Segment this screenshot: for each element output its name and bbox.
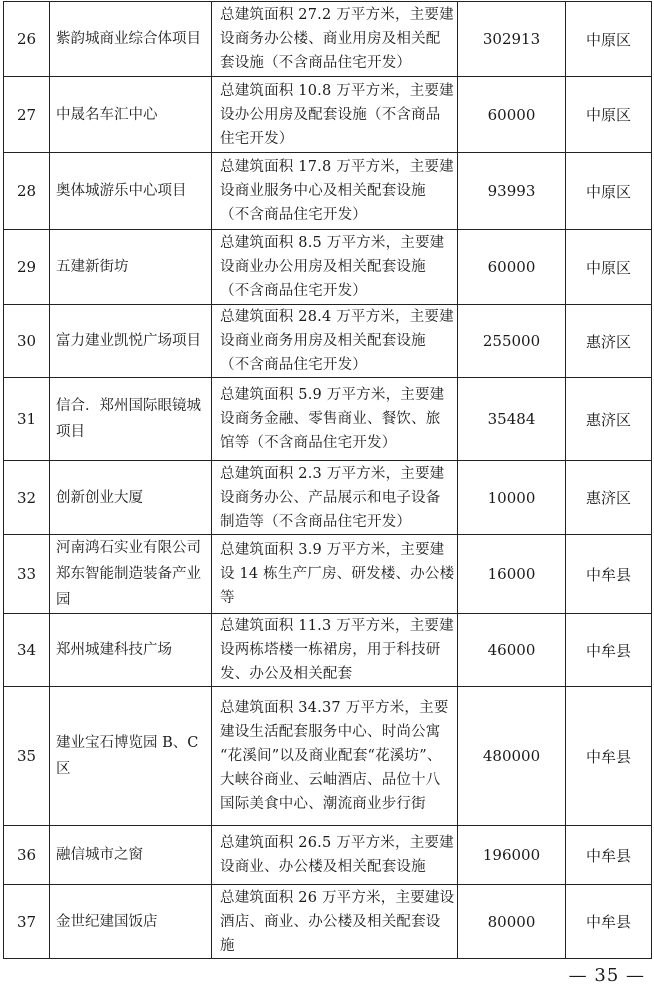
description-line: （不含商品住宅开发） <box>220 357 367 373</box>
district: 惠济区 <box>566 461 652 535</box>
investment-amount: 93993 <box>458 153 566 230</box>
district: 中原区 <box>566 77 652 153</box>
description-line: 总建筑面积 10.8 万平方米，主要建 <box>220 82 454 99</box>
project-name-line: 建业宝石博览园 B、C <box>56 735 199 751</box>
district: 中原区 <box>566 230 652 305</box>
row-number: 31 <box>4 378 50 461</box>
table-row <box>4 614 652 687</box>
description-line: 设 14 栋生产厂房、研发楼、办公楼 <box>220 566 455 582</box>
project-description <box>212 461 458 535</box>
project-name-line: 郑州城建科技广场 <box>56 642 172 658</box>
description-line: 套设施（不含商品住宅开发） <box>220 55 412 71</box>
description-line: 总建筑面积 5.9 万平方米，主要建 <box>220 387 445 403</box>
district: 中原区 <box>566 153 652 230</box>
description-line: 总建筑面积 11.3 万平方米，主要建 <box>220 618 454 634</box>
investment-amount: 60000 <box>458 230 566 305</box>
investment-amount: 46000 <box>458 614 566 687</box>
project-name-line: 五建新街坊 <box>56 259 129 275</box>
project-name-line: 中晟名车汇中心 <box>56 106 158 123</box>
project-name-line: 紫韵城商业综合体项目 <box>56 31 201 47</box>
page-number: — 35 — <box>568 965 645 986</box>
table-row <box>4 826 652 885</box>
project-name <box>50 885 212 959</box>
row-number: 33 <box>4 535 50 614</box>
row-number: 26 <box>4 2 50 77</box>
row-number: 37 <box>4 885 50 959</box>
project-name-line: 河南鸿石实业有限公司 <box>56 540 201 556</box>
district: 惠济区 <box>566 378 652 461</box>
description-line: 总建筑面积 26 万平方米，主要建设 <box>220 889 455 906</box>
table-row <box>4 535 652 614</box>
investment-amount: 80000 <box>458 885 566 959</box>
description-line: 总建筑面积 2.3 万平方米，主要建 <box>220 465 445 482</box>
project-description <box>212 687 458 826</box>
row-number: 29 <box>4 230 50 305</box>
table-row <box>4 2 652 77</box>
row-number: 34 <box>4 614 50 687</box>
investment-amount: 255000 <box>458 305 566 378</box>
project-name <box>50 230 212 305</box>
table-row <box>4 378 652 461</box>
project-name-line: 奥体城游乐中心项目 <box>56 183 187 199</box>
table-row <box>4 77 652 153</box>
investment-amount: 302913 <box>458 2 566 77</box>
description-line: 总建筑面积 8.5 万平方米，主要建 <box>220 235 445 251</box>
description-line: 发、办公及相关配套 <box>220 666 353 682</box>
row-number: 30 <box>4 305 50 378</box>
investment-amount: 35484 <box>458 378 566 461</box>
description-line: 施 <box>220 937 235 954</box>
description-line: 总建筑面积 26.5 万平方米，主要建 <box>220 835 454 851</box>
row-number: 32 <box>4 461 50 535</box>
project-name <box>50 826 212 885</box>
district: 中原区 <box>566 2 652 77</box>
description-line: “花溪间”以及商业配套“花溪坊”、 <box>220 748 442 764</box>
project-name-line: 郑东智能制造装备产业 <box>56 566 201 582</box>
district: 中牟县 <box>566 535 652 614</box>
description-line: 设商业办公用房及相关配套设施 <box>220 259 426 275</box>
description-line: 设办公用房及配套设施（不含商品 <box>220 106 441 123</box>
description-line: 设商务金融、零售商业、餐饮、旅 <box>220 411 441 427</box>
project-description <box>212 826 458 885</box>
description-line: 国际美食中心、潮流商业步行街 <box>220 796 426 812</box>
description-line: 总建筑面积 34.37 万平方米，主要 <box>220 700 449 716</box>
investment-amount: 16000 <box>458 535 566 614</box>
district: 中牟县 <box>566 687 652 826</box>
project-name-line: 园 <box>56 592 71 608</box>
project-description <box>212 378 458 461</box>
project-description <box>212 153 458 230</box>
project-description <box>212 535 458 614</box>
project-name-line: 创新创业大厦 <box>56 489 143 506</box>
description-line: 总建筑面积 28.4 万平方米，主要建 <box>220 309 454 325</box>
project-description <box>212 305 458 378</box>
description-line: 设商业商务用房及相关配套设施 <box>220 333 426 349</box>
project-name <box>50 77 212 153</box>
table-row <box>4 687 652 826</box>
description-line: 设商务办公、产品展示和电子设备 <box>220 489 441 506</box>
table-row <box>4 461 652 535</box>
row-number: 28 <box>4 153 50 230</box>
project-name <box>50 535 212 614</box>
project-name <box>50 687 212 826</box>
row-number: 36 <box>4 826 50 885</box>
table-row <box>4 153 652 230</box>
description-line: 等 <box>220 590 235 606</box>
row-number: 27 <box>4 77 50 153</box>
project-name-line: 富力建业凯悦广场项目 <box>56 333 201 349</box>
description-line: 设商务办公楼、商业用房及相关配 <box>220 31 441 47</box>
investment-amount: 10000 <box>458 461 566 535</box>
project-table <box>3 1 652 959</box>
investment-amount: 60000 <box>458 77 566 153</box>
project-name <box>50 2 212 77</box>
description-line: 馆等（不含商品住宅开发） <box>220 435 397 451</box>
district: 中牟县 <box>566 614 652 687</box>
project-table-body <box>4 2 652 959</box>
project-name <box>50 461 212 535</box>
description-line: 设商业、办公楼及相关配套设施 <box>220 859 426 875</box>
project-name-line: 项目 <box>56 424 85 440</box>
project-description <box>212 614 458 687</box>
project-name-line: 信合．郑州国际眼镜城 <box>56 398 201 414</box>
description-line: 设商业服务中心及相关配套设施 <box>220 183 426 199</box>
investment-amount: 480000 <box>458 687 566 826</box>
table-row <box>4 230 652 305</box>
description-line: （不含商品住宅开发） <box>220 207 367 223</box>
description-line: 制造等（不含商品住宅开发） <box>220 513 412 530</box>
project-name <box>50 305 212 378</box>
description-line: 大峡谷商业、云岫酒店、品位十八 <box>220 772 441 788</box>
project-name-line: 金世纪建国饭店 <box>56 913 158 930</box>
project-description <box>212 230 458 305</box>
row-number: 35 <box>4 687 50 826</box>
project-name-line: 区 <box>56 761 71 777</box>
description-line: 总建筑面积 17.8 万平方米，主要建 <box>220 159 454 175</box>
district: 中牟县 <box>566 826 652 885</box>
description-line: 设两栋塔楼一栋裙房，用于科技研 <box>220 642 441 658</box>
description-line: 总建筑面积 27.2 万平方米，主要建 <box>220 7 454 23</box>
project-name-line: 融信城市之窗 <box>56 847 143 863</box>
project-name <box>50 378 212 461</box>
project-name <box>50 153 212 230</box>
district: 中牟县 <box>566 885 652 959</box>
table-row <box>4 305 652 378</box>
district: 惠济区 <box>566 305 652 378</box>
project-name <box>50 614 212 687</box>
table-row <box>4 885 652 959</box>
project-description <box>212 2 458 77</box>
project-description <box>212 77 458 153</box>
investment-amount: 196000 <box>458 826 566 885</box>
description-line: （不含商品住宅开发） <box>220 283 367 299</box>
description-line: 建设生活配套服务中心、时尚公寓 <box>220 724 441 740</box>
description-line: 住宅开发） <box>220 130 294 147</box>
description-line: 总建筑面积 3.9 万平方米，主要建 <box>220 542 445 558</box>
description-line: 酒店、商业、办公楼及相关配套设 <box>220 913 441 930</box>
project-description <box>212 885 458 959</box>
